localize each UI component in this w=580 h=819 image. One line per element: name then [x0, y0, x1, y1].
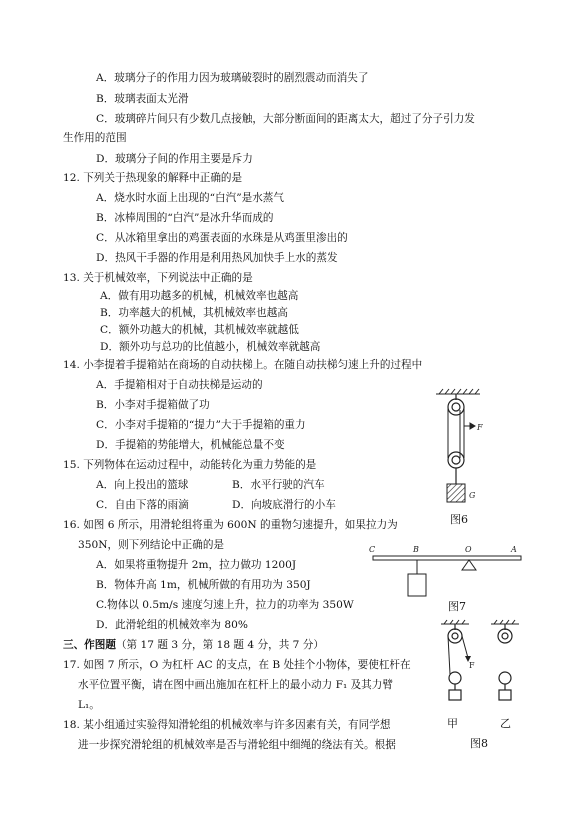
q11-option-c-line2: 生作用的范围 [63, 132, 127, 144]
q14-option-d: D．手提箱的势能增大，机械能总量不变 [96, 439, 285, 451]
q12-option-b: B．冰棒周围的“白汽”是冰升华而成的 [96, 212, 274, 224]
figure-6-force-label: F [477, 423, 483, 432]
q13-option-d: D．额外功与总功的比值越小，机械效率就越高 [100, 341, 321, 353]
lever-bar [373, 556, 521, 560]
q13-option-c: C．额外功越大的机械，其机械效率就越低 [100, 324, 299, 336]
figure-8-caption: 图8 [470, 737, 488, 750]
figure-7-caption: 图7 [448, 600, 466, 613]
right-movable-pulley [499, 672, 511, 700]
left-movable-pulley [449, 672, 461, 700]
q16-option-c: C.物体以 0.5m/s 速度匀速上升，拉力的功率为 350W [96, 599, 354, 611]
q11-option-b: B．玻璃表面太光滑 [96, 93, 189, 105]
figure-7-lever-diagram [365, 540, 525, 606]
q11-option-a: A．玻璃分子的作用力因为玻璃破裂时的剧烈震动而消失了 [96, 72, 369, 84]
q17-line1: 17. 如图 7 所示，O 为杠杆 AC 的支点，在 B 处挂个小物体，要使杠杆在 [63, 659, 411, 671]
lever-point-c-label: C [369, 545, 376, 554]
q17-line3: L₁。 [78, 699, 100, 711]
q14-stem: 14. 小李提着手提箱站在商场的自动扶梯上。在随自动扶梯匀速上升的过程中 [63, 359, 423, 371]
figure-8-left-label: 甲 [447, 717, 458, 730]
weight-block [447, 484, 465, 502]
q15-option-c: C．自由下落的雨滴 [96, 499, 189, 511]
q16-option-a: A．如果将重物提升 2m，拉力做功 1200J [96, 559, 297, 571]
lever-point-a-label: A [511, 545, 517, 554]
q15-option-d: D．向坡底滑行的小车 [232, 499, 336, 511]
left-fixed-pulley [448, 624, 462, 643]
q12-option-c: C．从冰箱里拿出的鸡蛋表面的水珠是从鸡蛋里渗出的 [96, 232, 348, 244]
section3-heading [63, 638, 324, 652]
section3-title: 三、作图题 [63, 639, 116, 651]
q15-stem: 15. 下列物体在运动过程中，动能转化为重力势能的是 [63, 459, 317, 471]
q16-stem-line2: 350N，则下列结论中正确的是 [78, 539, 225, 551]
q13-option-a: A．做有用功越多的机械，机械效率也越高 [100, 290, 299, 302]
figure-8-right-label: 乙 [500, 717, 511, 730]
q12-option-a: A．烧水时水面上出现的“白汽”是水蒸气 [96, 192, 284, 204]
q13-stem: 13. 关于机械效率，下列说法中正确的是 [63, 272, 253, 284]
q12-option-d: D．热风干手器的作用是利用热风加快手上水的蒸发 [96, 252, 338, 264]
force-arrow [464, 423, 475, 429]
q11-option-d: D．玻璃分子间的作用主要是斥力 [96, 153, 253, 165]
right-fixed-pulley [498, 624, 512, 643]
q11-option-c-line1: C．玻璃碎片间只有少数几点接触，大部分断面间的距离太大，超过了分子引力发 [96, 113, 475, 125]
q15-option-a: A．向上投出的篮球 [96, 479, 189, 491]
q17-line2: 水平位置平衡，请在图中画出施加在杠杆上的最小动力 F₁ 及其力臂 [78, 679, 393, 691]
q14-option-c: C．小李对手提箱的“提力”大于手提箱的重力 [96, 419, 306, 431]
figure-6-weight-label: G [469, 491, 476, 500]
movable-pulley [448, 452, 464, 484]
ceiling-hatch [436, 389, 480, 394]
q12-stem: 12. 下列关于热现象的解释中正确的是 [63, 172, 243, 184]
lever-point-b-label: B [413, 545, 419, 554]
q18-line2: 进一步探究滑轮组的机械效率是否与滑轮组中细绳的绕法有关。根据 [78, 739, 396, 751]
section3-note: （第 17 题 3 分，第 18 题 4 分，共 7 分） [115, 639, 324, 651]
figure-8-force-label: F [469, 661, 475, 670]
fixed-pulley [448, 394, 464, 415]
lever-point-o-label: O [465, 545, 472, 554]
hanging-block [408, 574, 426, 596]
right-ceiling-hatch [491, 620, 519, 624]
fulcrum-triangle [462, 560, 476, 570]
figure-6-pulley-diagram [430, 386, 490, 511]
figure-6-caption: 图6 [450, 513, 468, 526]
figure-8-pulley-diagram [435, 618, 535, 718]
q14-option-b: B．小李对手提箱做了功 [96, 399, 210, 411]
left-ceiling-hatch [441, 620, 469, 624]
q14-option-a: A．手提箱相对于自动扶梯是运动的 [96, 379, 263, 391]
q16-option-b: B．物体升高 1m，机械所做的有用功为 350J [96, 579, 311, 591]
q18-line1: 18. 某小组通过实验得知滑轮组的机械效率与许多因素有关，有同学想 [63, 719, 391, 731]
q15-option-b: B．水平行驶的汽车 [232, 479, 325, 491]
q13-option-b: B．功率越大的机械，其机械效率也越高 [100, 307, 288, 319]
q16-option-d: D．此滑轮组的机械效率为 80% [96, 619, 248, 631]
q16-stem-line1: 16. 如图 6 所示，用滑轮组将重为 600N 的重物匀速提升，如果拉力为 [63, 519, 398, 531]
